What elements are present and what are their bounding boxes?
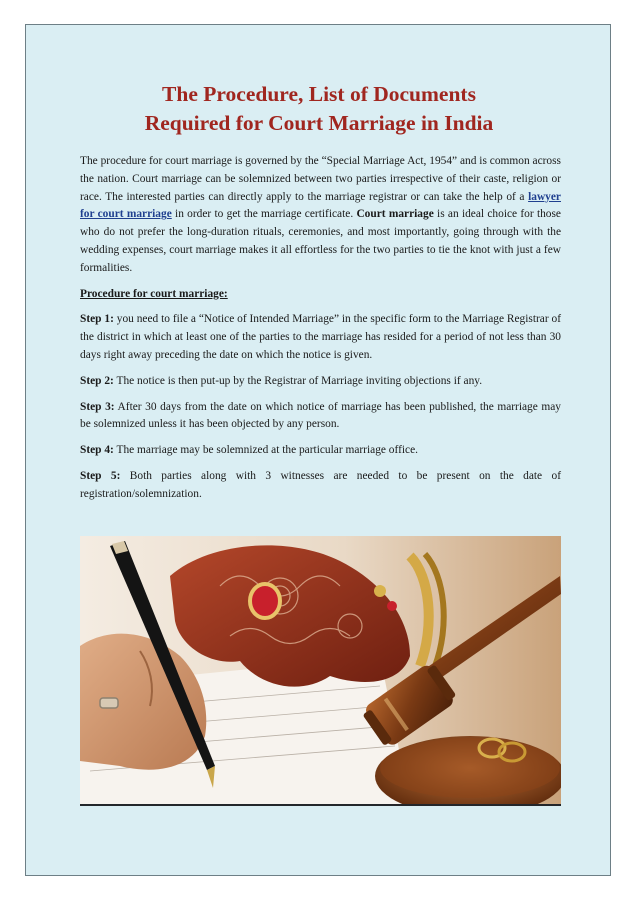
intro-paragraph bbox=[80, 153, 561, 278]
step-5-text: Both parties along with 3 witnesses are needed to be present on the date of registration/solemnization. bbox=[80, 469, 561, 500]
step-1 bbox=[80, 311, 561, 364]
step-3 bbox=[80, 399, 561, 435]
intro-text-3: is an ideal choice for those who do not prefer the long-duration rituals, ceremonies, and most importantly, going through with the wedding expenses, court marriage makes it all effortless for the two parties to tie the knot with just a few formalities. bbox=[80, 208, 561, 274]
step-4 bbox=[80, 442, 561, 460]
step-3-text: After 30 days from the date on which notice of marriage has been published, the marriage may be solemnized unless it has been objected by any person. bbox=[80, 400, 561, 431]
intro-text-2: in order to get the marriage certificate. bbox=[171, 208, 357, 221]
intro-text-1: The procedure for court marriage is governed by the “Special Marriage Act, 1954” and is common across the nation. Court marriage can be solemnized between two parties irrespective of their caste, religion or race. The interested parties can directly apply to the marriage registrar or can take the help of a bbox=[80, 155, 561, 203]
step-4-label: Step 4: bbox=[80, 444, 114, 457]
court-marriage-photo bbox=[80, 536, 561, 806]
step-4-text: The marriage may be solemnized at the particular marriage office. bbox=[113, 444, 418, 457]
document-body bbox=[80, 153, 561, 504]
step-3-label: Step 3: bbox=[80, 400, 115, 413]
procedure-heading: Procedure for court marriage: bbox=[80, 287, 228, 300]
finger-ring bbox=[100, 698, 118, 708]
ring-jewel bbox=[250, 584, 280, 618]
intro-bold-term: Court marriage bbox=[356, 208, 434, 221]
document-title bbox=[60, 80, 578, 138]
lawyer-link[interactable]: lawyer for court marriage bbox=[80, 190, 561, 221]
step-1-text: you need to file a “Notice of Intended Marriage” in the specific form to the Marriage Registrar of the district in which at least one of the parties to the marriage has resided for a period of not less than 30 days right away preceding the date on which the notice is given. bbox=[80, 313, 561, 361]
step-2 bbox=[80, 373, 561, 391]
step-1-label: Step 1: bbox=[80, 313, 114, 326]
title-line-2: Required for Court Marriage in India bbox=[144, 111, 494, 135]
title-line-1: The Procedure, List of Documents bbox=[162, 82, 476, 106]
step-5 bbox=[80, 468, 561, 504]
step-5-label: Step 5: bbox=[80, 469, 121, 482]
step-2-text: The notice is then put-up by the Registrar of Marriage inviting objections if any. bbox=[113, 374, 483, 387]
step-2-label: Step 2: bbox=[80, 374, 114, 387]
